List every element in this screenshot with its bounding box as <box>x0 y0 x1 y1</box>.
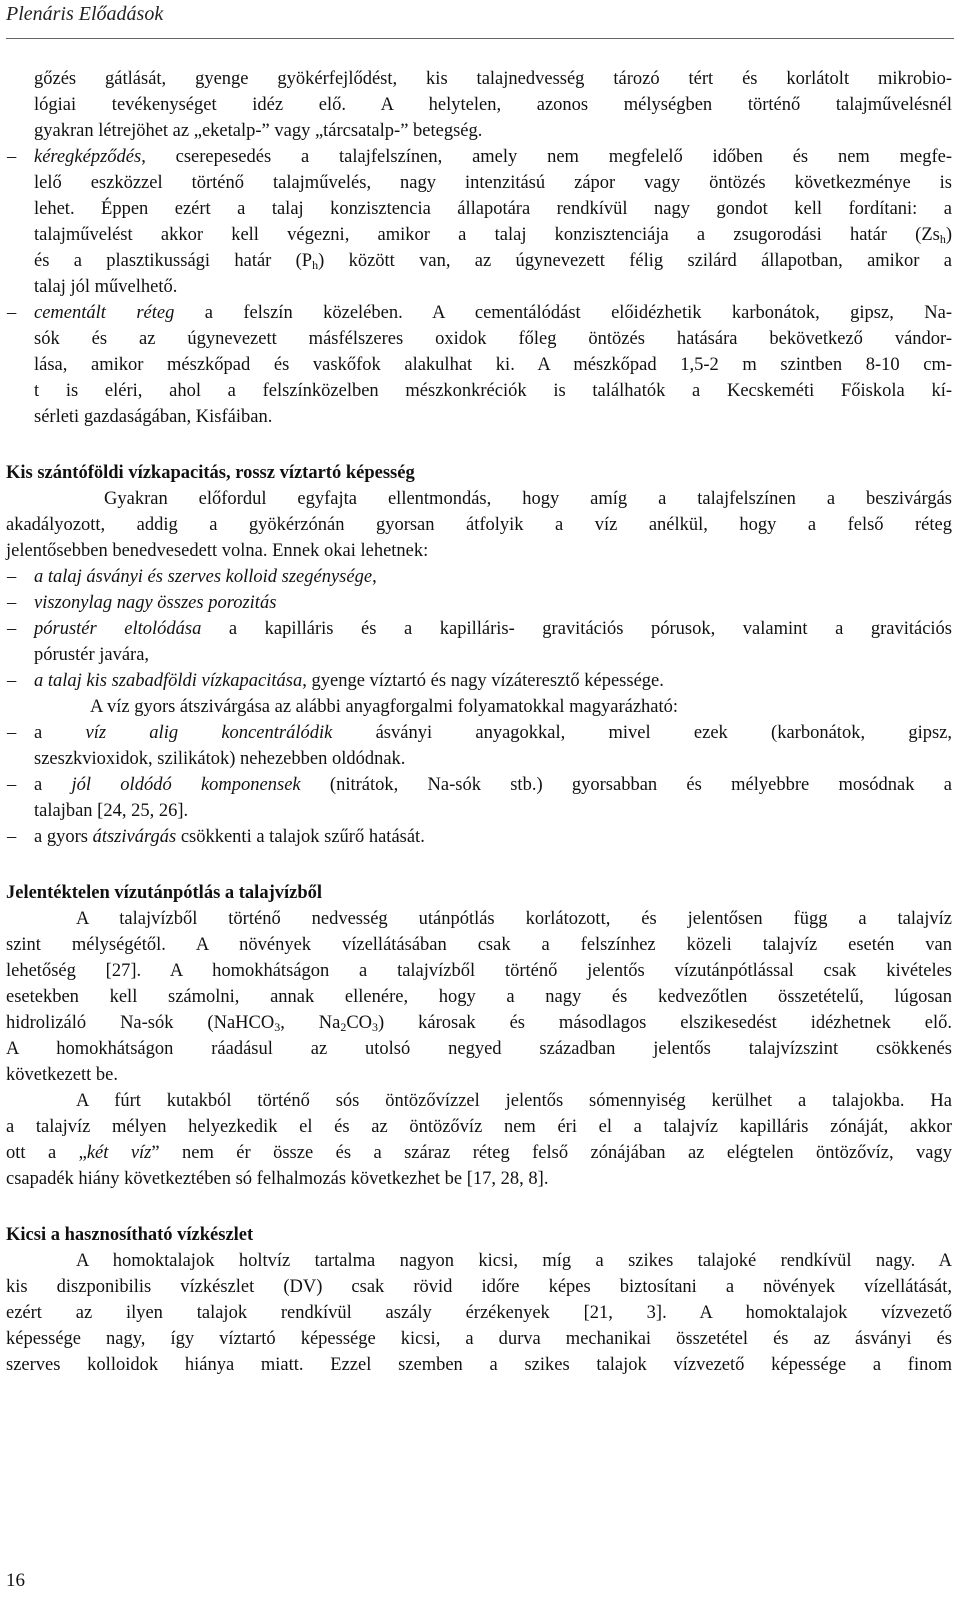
text-line: esetekben kell számolni, annak ellenére, hogy a nagy és kedvezőtlen összetételű, lúgosan <box>6 987 952 1007</box>
text-line: lása, amikor mészkőpad és vaskőfok alakulhat ki. A mészkőpad 1,5-2 m szintben 8-10 cm- <box>34 355 952 375</box>
term-kereg: kéregképződés <box>34 147 142 167</box>
text-line: gőzés gátlását, gyenge gyökérfejlődést, kis talajnedvesség tározó tért és korlátolt mikrobio- <box>34 69 952 89</box>
text-line: sérleti gazdaságában, Kisfáiban. <box>34 407 273 427</box>
text-line: lehet. Éppen ezért a talaj konzisztencia állapotára rendkívül nagy gondot kell fordítani: a <box>34 199 952 219</box>
text-line: a talajvíz mélyen helyezkedik el és az öntözővíz nem éri el a talajvíz kapilláris zónáját, akkor <box>6 1117 952 1137</box>
list-item: a gyors átszivárgás csökkenti a talajok szűrő hatását. <box>34 827 425 847</box>
text-line: akadályozott, addig a gyökérzónán gyorsan átfolyik a víz anélkül, hogy a felső réteg <box>6 515 952 535</box>
text-line: ezért az ilyen talajok rendkívül aszály érzékenyek [21, 3]. A homoktalajok vízvezető <box>6 1303 952 1323</box>
text-line: talaj jól művelhető. <box>34 277 178 297</box>
text-line: szint mélységétől. A növények vízellátásában csak a felszínhez közeli talajvíz esetén van <box>6 935 952 955</box>
section-heading: Kis szántóföldi vízkapacitás, rossz víztartó képesség <box>6 463 415 483</box>
page-header <box>6 0 954 39</box>
text-line: Gyakran előfordul egyfajta ellentmondás, hogy amíg a talajfelszínen a beszivárgás <box>104 489 952 509</box>
text-line: A víz gyors átszivárgása az alábbi anyagforgalmi folyamatokkal magyarázható: <box>90 697 679 717</box>
text-line: A homokhátságon ráadásul az utolsó negyed században jelentős talajvízszint csökkenés <box>6 1039 952 1059</box>
bullet-dash: – <box>7 303 17 323</box>
text-line: lehetőség [27]. A homokhátságon a talajvízből történő jelentős vízutánpótlással csak kivételes <box>6 961 952 981</box>
text-line: sók és az úgynevezett másfélszeres oxidok főleg öntözés hatására bekövetkező vándor- <box>34 329 952 349</box>
bullet-dash: – <box>7 671 17 691</box>
list-item: a jól oldódó komponensek (nitrátok, Na-sók stb.) gyorsabban és mélyebbre mosódnak a <box>34 775 953 795</box>
text-line-ketviz: ott a „két víz” nem ér össze és a száraz réteg felső zónájában az elégtelen öntözővíz, vagy <box>6 1143 952 1163</box>
list-item: pórustér eltolódása a kapilláris és a kapilláris- gravitációs pórusok, valamint a gravitációs <box>34 619 952 639</box>
text-line: szerves kolloidok hiánya miatt. Ezzel szemben a szikes talajok vízvezető képessége a finom <box>6 1355 952 1375</box>
section-heading: Jelentéktelen vízutánpótlás a talajvízből <box>6 883 323 903</box>
header-title: Plenáris Előadások <box>6 3 164 25</box>
text-line: következett be. <box>6 1065 118 1085</box>
bullet-dash: – <box>7 567 17 587</box>
list-item: viszonylag nagy összes porozitás <box>34 593 277 613</box>
list-item: a víz alig koncentrálódik ásványi anyagokkal, mivel ezek (karbonátok, gipsz, <box>34 723 953 743</box>
bullet-dash: – <box>7 775 17 795</box>
text-line: A talajvízből történő nedvesség utánpótlás korlátozott, és jelentősen függ a talajvíz <box>76 909 952 929</box>
bullet-dash: – <box>7 619 17 639</box>
text-line: lógiai tevékenységet idéz elő. A helytelen, azonos mélységben történő talajművelésnél <box>34 95 952 115</box>
text-line: jelentősebben benedvesedett volna. Ennek okai lehetnek: <box>6 541 429 561</box>
list-item: a talaj ásványi és szerves kolloid szegénysége, <box>34 567 377 587</box>
text-line: talajban [24, 25, 26]. <box>34 801 189 821</box>
bullet-dash: – <box>7 593 17 613</box>
bullet-dash: – <box>7 827 17 847</box>
section-heading: Kicsi a hasznosítható vízkészlet <box>6 1225 254 1245</box>
term-cement: cementált réteg <box>34 303 175 323</box>
text-line: csapadék hiány következtében só felhalmozás következhet be [17, 28, 8]. <box>6 1169 549 1189</box>
text-line-zs: talajművelést akkor kell végezni, amikor a talaj konzisztenciája a zsugorodási határ $(Zs_h)$ <box>34 225 952 246</box>
list-item-cement: cementált réteg a felszín közelében. A cementálódást előidézhetik karbonátok, gipsz, Na- <box>34 303 952 323</box>
bullet-dash: – <box>7 147 17 167</box>
bullet-dash: – <box>7 723 17 743</box>
text-line: pórustér javára, <box>34 645 150 665</box>
text-line: A fúrt kutakból történő sós öntözővízzel jelentős sómennyiség kerülhet a talajokba. Ha <box>76 1091 952 1111</box>
text-line: A homoktalajok holtvíz tartalma nagyon kicsi, míg a szikes talajoké rendkívül nagy. A <box>76 1251 952 1271</box>
list-item: a talaj kis szabadföldi vízkapacitása, gyenge víztartó és nagy vízáteresztő képessége. <box>34 671 664 691</box>
text-line: szeszkvioxidok, szilikátok) nehezebben oldódnak. <box>34 749 406 769</box>
text-line: képessége nagy, így víztartó képessége kicsi, a durva mechanikai összetétel és az ásványi és <box>6 1329 952 1349</box>
text-line: lelő eszközzel történő talajművelés, nagy intenzitású zápor vagy öntözés következménye is <box>34 173 952 193</box>
text-line-ph: és a plasztikussági határ $(P_h)$ között van, az úgynevezett félig szilárd állapotban, amikor a <box>34 251 952 272</box>
page-number: 16 <box>6 1570 25 1591</box>
list-item-kereg: kéregképződés, cserepesedés a talajfelszínen, amely nem megfelelő időben és nem megfe- <box>34 147 952 167</box>
text-line: gyakran létrejöhet az „eketalp-” vagy „tárcsatalp-” betegség. <box>34 121 483 141</box>
text-line-chem: hidrolizáló Na-sók (NaHCO$_3$, $Na_2CO_3$) károsak és másodlagos elszikesedést idézhetnek elő. <box>6 1013 952 1034</box>
text-line: t is eléri, ahol a felszínközelben mészkonkréciók is találhatók a Kecskeméti Főiskola kí- <box>34 381 952 401</box>
text-line: kis diszponibilis vízkészlet (DV) csak rövid időre képes biztosítani a növények vízellátását, <box>6 1277 952 1297</box>
